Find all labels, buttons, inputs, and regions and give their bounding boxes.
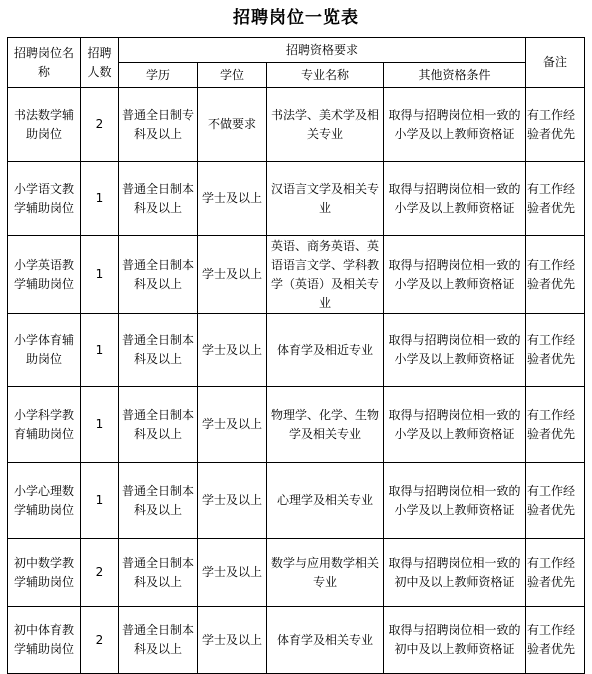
cell-major: 心理学及相关专业 (267, 463, 384, 539)
cell-position: 小学英语教学辅助岗位 (8, 236, 81, 314)
cell-major: 数学与应用数学相关专业 (267, 539, 384, 607)
table-row (8, 463, 585, 539)
cell-degree: 学士及以上 (198, 463, 267, 539)
table-row (8, 162, 585, 236)
cell-other: 取得与招聘岗位相一致的小学及以上教师资格证 (384, 88, 526, 162)
cell-major: 体育学及相关专业 (267, 607, 384, 674)
cell-position: 小学体育辅助岗位 (8, 314, 81, 387)
cell-major: 体育学及相近专业 (267, 314, 384, 387)
cell-other: 取得与招聘岗位相一致的小学及以上教师资格证 (384, 314, 526, 387)
cell-position: 初中数学教学辅助岗位 (8, 539, 81, 607)
header-note: 备注 (526, 38, 585, 88)
cell-position: 初中体育教学辅助岗位 (8, 607, 81, 674)
cell-education: 普通全日制本科及以上 (119, 387, 198, 463)
cell-education: 普通全日制本科及以上 (119, 463, 198, 539)
cell-other: 取得与招聘岗位相一致的初中及以上教师资格证 (384, 539, 526, 607)
cell-major: 英语、商务英语、英语语言文学、学科教学（英语）及相关专业 (267, 236, 384, 314)
recruitment-table (7, 37, 585, 674)
table-row (8, 387, 585, 463)
cell-note: 有工作经验者优先 (526, 607, 585, 674)
cell-other: 取得与招聘岗位相一致的初中及以上教师资格证 (384, 607, 526, 674)
cell-degree: 学士及以上 (198, 162, 267, 236)
cell-degree: 学士及以上 (198, 607, 267, 674)
header-degree: 学位 (198, 63, 267, 88)
cell-note: 有工作经验者优先 (526, 463, 585, 539)
cell-education: 普通全日制专科及以上 (119, 88, 198, 162)
cell-education: 普通全日制本科及以上 (119, 314, 198, 387)
cell-degree: 学士及以上 (198, 236, 267, 314)
cell-other: 取得与招聘岗位相一致的小学及以上教师资格证 (384, 162, 526, 236)
table-row (8, 314, 585, 387)
cell-count: 1 (81, 236, 119, 314)
cell-note: 有工作经验者优先 (526, 88, 585, 162)
cell-note: 有工作经验者优先 (526, 236, 585, 314)
cell-major: 书法学、美术学及相关专业 (267, 88, 384, 162)
cell-other: 取得与招聘岗位相一致的小学及以上教师资格证 (384, 236, 526, 314)
cell-education: 普通全日制本科及以上 (119, 236, 198, 314)
cell-position: 小学语文教学辅助岗位 (8, 162, 81, 236)
header-position: 招聘岗位名 称 (8, 38, 81, 88)
header-other: 其他资格条件 (384, 63, 526, 88)
table-row (8, 236, 585, 314)
cell-degree: 不做要求 (198, 88, 267, 162)
cell-note: 有工作经验者优先 (526, 162, 585, 236)
cell-note: 有工作经验者优先 (526, 314, 585, 387)
cell-education: 普通全日制本科及以上 (119, 162, 198, 236)
cell-position: 小学科学教育辅助岗位 (8, 387, 81, 463)
header-count: 招聘人数 (81, 38, 119, 88)
cell-count: 1 (81, 162, 119, 236)
cell-other: 取得与招聘岗位相一致的小学及以上教师资格证 (384, 387, 526, 463)
cell-education: 普通全日制本科及以上 (119, 607, 198, 674)
cell-position: 小学心理数学辅助岗位 (8, 463, 81, 539)
cell-count: 1 (81, 314, 119, 387)
cell-major: 汉语言文学及相关专业 (267, 162, 384, 236)
cell-degree: 学士及以上 (198, 314, 267, 387)
cell-other: 取得与招聘岗位相一致的小学及以上教师资格证 (384, 463, 526, 539)
cell-count: 2 (81, 607, 119, 674)
table-row (8, 88, 585, 162)
header-major: 专业名称 (267, 63, 384, 88)
header-education: 学历 (119, 63, 198, 88)
cell-major: 物理学、化学、生物学及相关专业 (267, 387, 384, 463)
cell-count: 2 (81, 88, 119, 162)
table-row (8, 539, 585, 607)
table-row (8, 607, 585, 674)
cell-count: 1 (81, 387, 119, 463)
header-requirements: 招聘资格要求 (119, 38, 526, 63)
cell-degree: 学士及以上 (198, 539, 267, 607)
cell-position: 书法数学辅助岗位 (8, 88, 81, 162)
cell-note: 有工作经验者优先 (526, 539, 585, 607)
cell-note: 有工作经验者优先 (526, 387, 585, 463)
cell-education: 普通全日制本科及以上 (119, 539, 198, 607)
cell-count: 2 (81, 539, 119, 607)
cell-degree: 学士及以上 (198, 387, 267, 463)
page-title: 招聘岗位一览表 (233, 8, 359, 28)
cell-count: 1 (81, 463, 119, 539)
